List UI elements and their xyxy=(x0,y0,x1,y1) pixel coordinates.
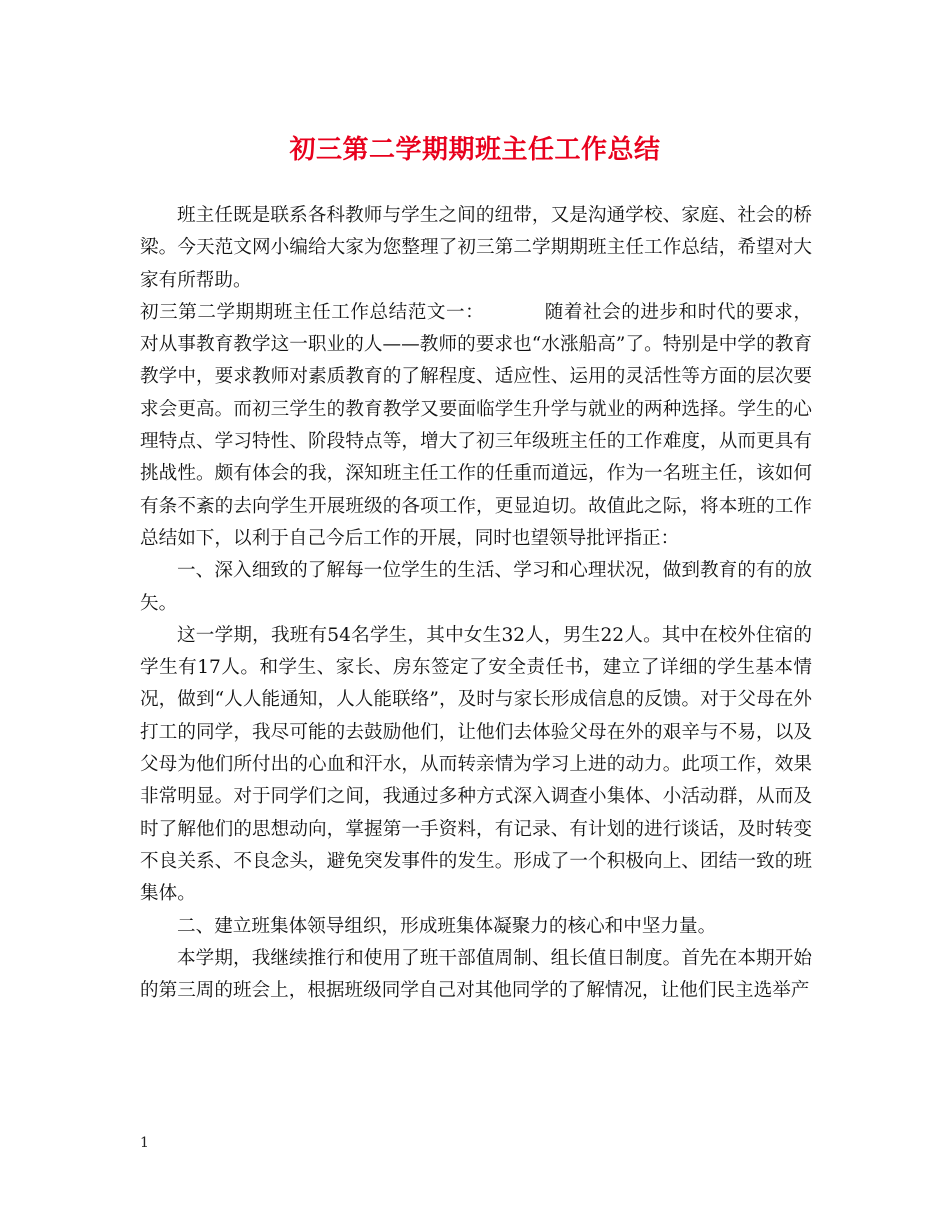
sample-heading: 初三第二学期期班主任工作总结范文一： xyxy=(140,301,485,323)
intro-paragraph: 班主任既是联系各科教师与学生之间的纽带，又是沟通学校、家庭、社会的桥梁。今天范文网小编给大家为您整理了初三第二学期期班主任工作总结，希望对大家有所帮助。 xyxy=(140,205,812,291)
document-title: 初三第二学期期班主任工作总结 xyxy=(289,135,661,165)
section-heading-2: 二、建立班集体领导组织，形成班集体凝聚力的核心和中坚力量。 xyxy=(177,915,717,937)
sample-paragraph xyxy=(140,297,812,555)
document-body xyxy=(140,200,812,1007)
section-heading-1: 一、深入细致的了解每一位学生的生活、学习和心理状况，做到教育的有的放矢。 xyxy=(140,560,812,614)
sample-start-text: 随着社会的进步和时代的要求，对从事教育教学这一职业的人——教师的要求也“水涨船高”了。特别是中学的教育教学中，要求教师对素质教育的了解程度、适应性、运用的灵活性等方面的层次要求会更高。而初三学生的教育教学又要面临学生升学与就业的两种选择。学生的心理特点、学习特性、阶段特点等，增大了初三年级班主任的工作难度，从而更具有挑战性。颇有体会的我，深知班主任工作的任重而道远，作为一名班主任，该如何有条不紊的去向学生开展班级的各项工作，更显迫切。故值此之际，将本班的工作总结如下，以利于自己今后工作的开展，同时也望领导批评指正： xyxy=(140,301,812,549)
page-number: 1 xyxy=(140,1135,149,1151)
section-body-2: 本学期，我继续推行和使用了班干部值周制、组长值日制度。首先在本期开始的第三周的班会上，根据班级同学自己对其他同学的了解情况，让他们民主选举产 xyxy=(140,947,812,1002)
section-body-1: 这一学期，我班有54名学生，其中女生32人，男生22人。其中在校外住宿的学生有17人。和学生、家长、房东签定了安全责任书，建立了详细的学生基本情况，做到“人人能通知，人人能联络”，及时与家长形成信息的反馈。对于父母在外打工的同学，我尽可能的去鼓励他们，让他们去体验父母在外的艰辛与不易，以及父母为他们所付出的心血和汗水，从而转亲情为学习上进的动力。此项工作，效果非常明显。对于同学们之间，我通过多种方式深入调查小集体、小活动群，从而及时了解他们的思想动向，掌握第一手资料，有记录、有计划的进行谈话，及时转变不良关系、不良念头，避免突发事件的发生。形成了一个积极向上、团结一致的班集体。 xyxy=(140,624,812,905)
